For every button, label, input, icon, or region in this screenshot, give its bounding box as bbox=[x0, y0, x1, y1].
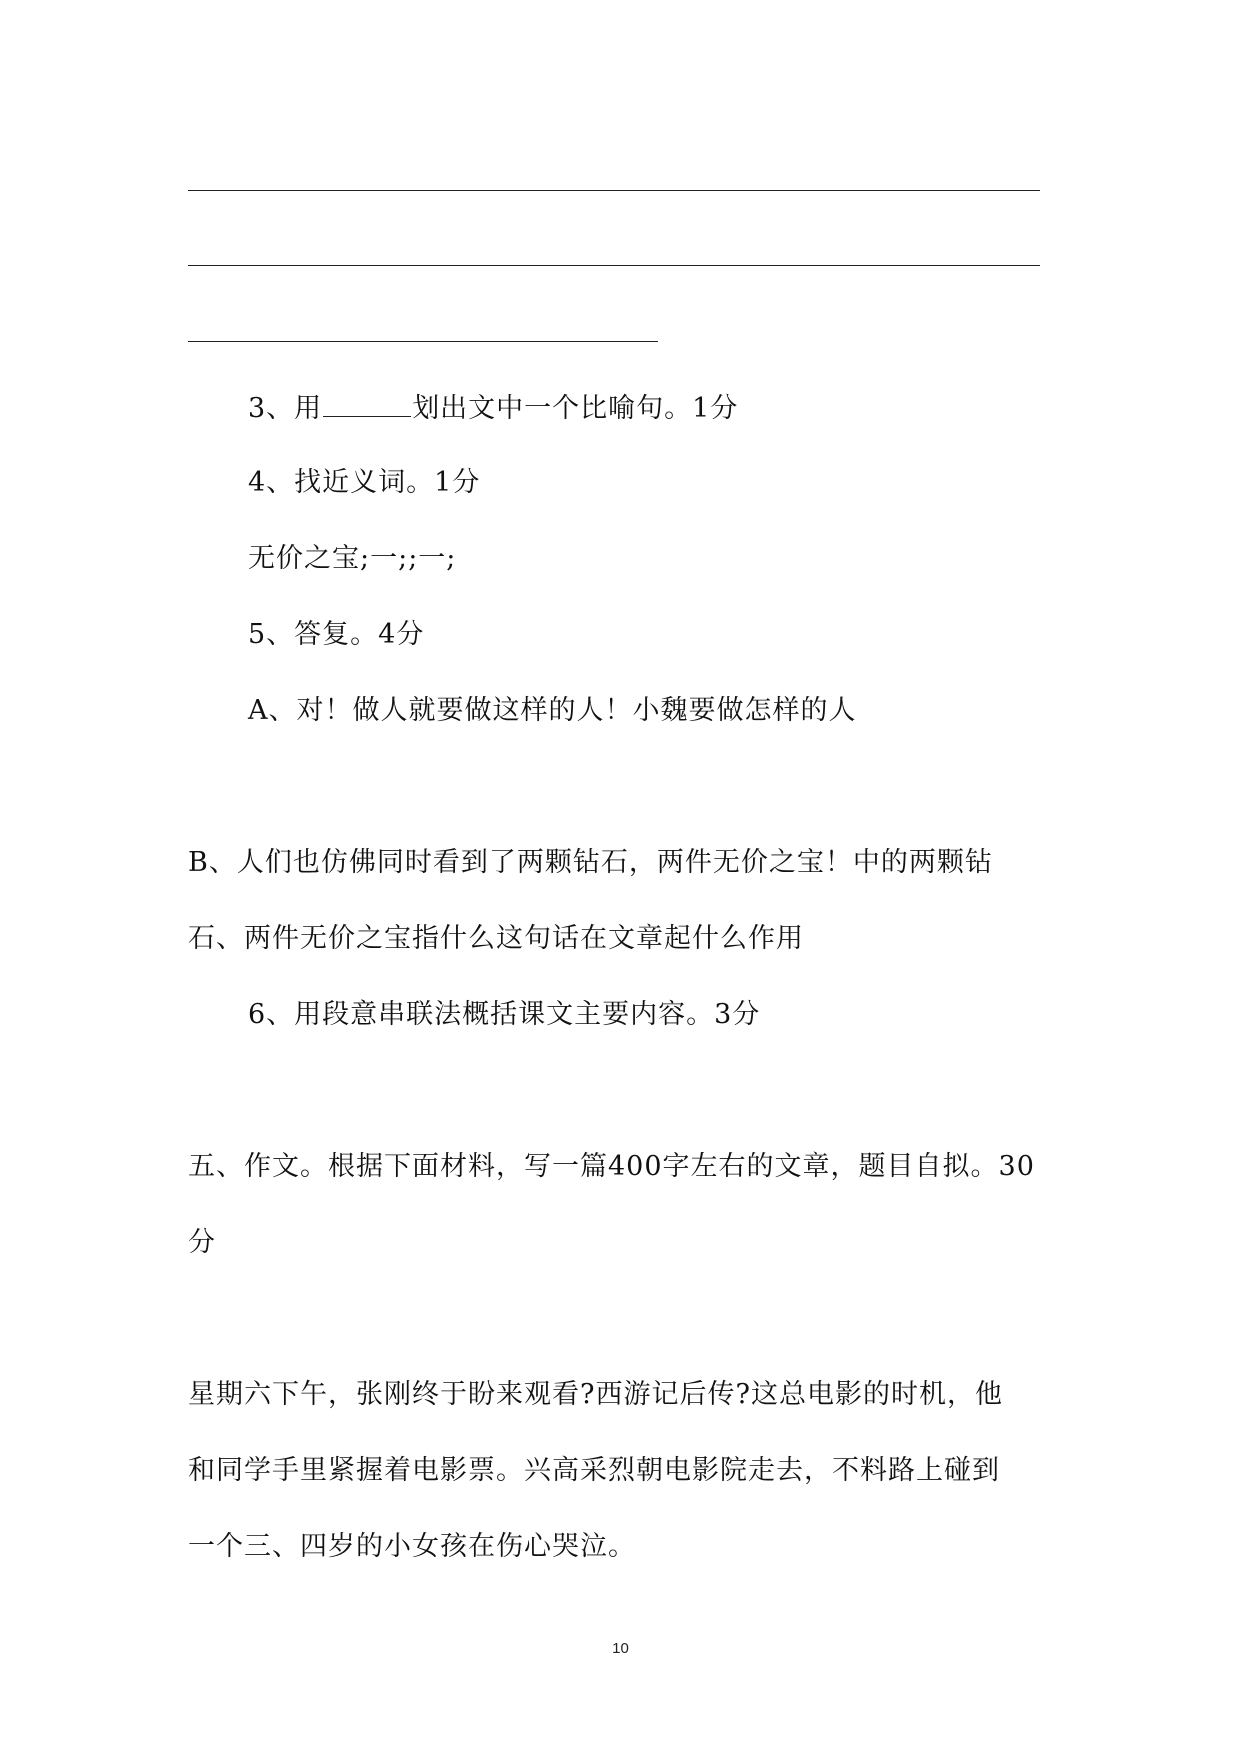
composition-material-line-3: 一个三、四岁的小女孩在伤心哭泣。 bbox=[188, 1531, 636, 1562]
answer-line-2 bbox=[188, 265, 1040, 266]
question-3 bbox=[248, 390, 738, 426]
question-3-suffix: 划出文中一个比喻句。1分 bbox=[412, 393, 739, 424]
question-3-blank bbox=[323, 390, 411, 417]
question-4-synonyms: 无价之宝;一;;一; bbox=[248, 543, 457, 574]
page-number: 10 bbox=[612, 1640, 629, 1657]
composition-material-line-1: 星期六下午，张刚终于盼来观看?西游记后传?这总电影的时机，他 bbox=[188, 1379, 1003, 1410]
composition-heading-line-2: 分 bbox=[188, 1227, 216, 1258]
question-5-part-b-line-2: 石、两件无价之宝指什么这句话在文章起什么作用 bbox=[188, 923, 804, 954]
composition-material-line-2: 和同学手里紧握着电影票。兴高采烈朝电影院走去，不料路上碰到 bbox=[188, 1455, 1000, 1486]
question-5-part-b-line-1: B、人们也仿佛同时看到了两颗钻石，两件无价之宝！中的两颗钻 bbox=[188, 847, 993, 878]
answer-line-1 bbox=[188, 190, 1040, 191]
question-3-prefix: 3、用 bbox=[248, 393, 323, 424]
answer-line-3 bbox=[188, 341, 658, 342]
question-5-part-a: A、对！做人就要做这样的人！小魏要做怎样的人 bbox=[248, 695, 857, 726]
question-4: 4、找近义词。1分 bbox=[248, 467, 481, 498]
question-6: 6、用段意串联法概括课文主要内容。3分 bbox=[248, 999, 761, 1030]
question-5: 5、答复。4分 bbox=[248, 619, 425, 650]
composition-heading-line-1: 五、作文。根据下面材料，写一篇400字左右的文章，题目自拟。30 bbox=[188, 1151, 1035, 1182]
